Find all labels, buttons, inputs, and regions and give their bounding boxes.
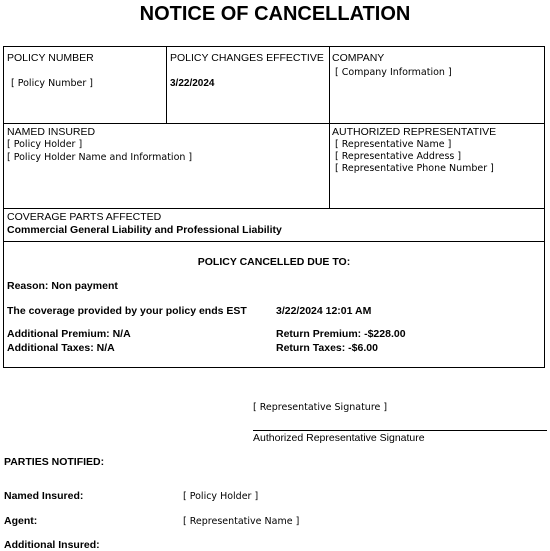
return-taxes: Return Taxes: -$6.00 xyxy=(276,342,378,354)
divider xyxy=(4,123,544,124)
divider xyxy=(4,241,544,242)
party-additional-insured-label: Additional Insured: xyxy=(4,539,100,551)
named-insured-line1: [ Policy Holder ] xyxy=(7,139,83,150)
signature-line xyxy=(253,430,547,431)
signature-caption: Authorized Representative Signature xyxy=(253,432,425,444)
named-insured-line2: [ Policy Holder Name and Information ] xyxy=(7,152,193,163)
divider xyxy=(166,47,167,123)
parties-heading: PARTIES NOTIFIED: xyxy=(4,456,105,468)
additional-taxes: Additional Taxes: N/A xyxy=(7,342,115,354)
return-premium: Return Premium: -$228.00 xyxy=(276,328,406,340)
policy-info-box xyxy=(3,46,545,368)
signature-placeholder: [ Representative Signature ] xyxy=(253,402,388,413)
party-named-insured-value: [ Policy Holder ] xyxy=(183,491,259,502)
policy-number-label: POLICY NUMBER xyxy=(7,52,94,64)
coverage-label: COVERAGE PARTS AFFECTED xyxy=(7,211,162,223)
party-agent-label: Agent: xyxy=(4,515,38,527)
authorized-rep-label: AUTHORIZED REPRESENTATIVE xyxy=(332,126,497,138)
party-agent-value: [ Representative Name ] xyxy=(183,516,300,527)
named-insured-label: NAMED INSURED xyxy=(7,126,96,138)
policy-number-value: [ Policy Number ] xyxy=(11,78,93,89)
company-value: [ Company Information ] xyxy=(335,67,452,78)
additional-premium: Additional Premium: N/A xyxy=(7,328,131,340)
coverage-value: Commercial General Liability and Professional Liability xyxy=(7,224,282,236)
document-title: NOTICE OF CANCELLATION xyxy=(139,3,411,25)
company-label: COMPANY xyxy=(332,52,385,64)
authorized-rep-line3: [ Representative Phone Number ] xyxy=(335,163,494,174)
party-named-insured-label: Named Insured: xyxy=(4,490,84,502)
policy-changes-value: 3/22/2024 xyxy=(170,78,215,89)
authorized-rep-line1: [ Representative Name ] xyxy=(335,139,452,150)
policy-changes-label: POLICY CHANGES EFFECTIVE xyxy=(170,52,324,64)
authorized-rep-line2: [ Representative Address ] xyxy=(335,151,462,162)
coverage-ends-value: 3/22/2024 12:01 AM xyxy=(276,305,372,317)
divider xyxy=(329,47,330,208)
divider xyxy=(4,208,544,209)
cancel-reason: Reason: Non payment xyxy=(7,280,118,292)
coverage-ends-label: The coverage provided by your policy ends EST xyxy=(7,305,247,317)
cancel-heading: POLICY CANCELLED DUE TO: xyxy=(197,256,351,268)
